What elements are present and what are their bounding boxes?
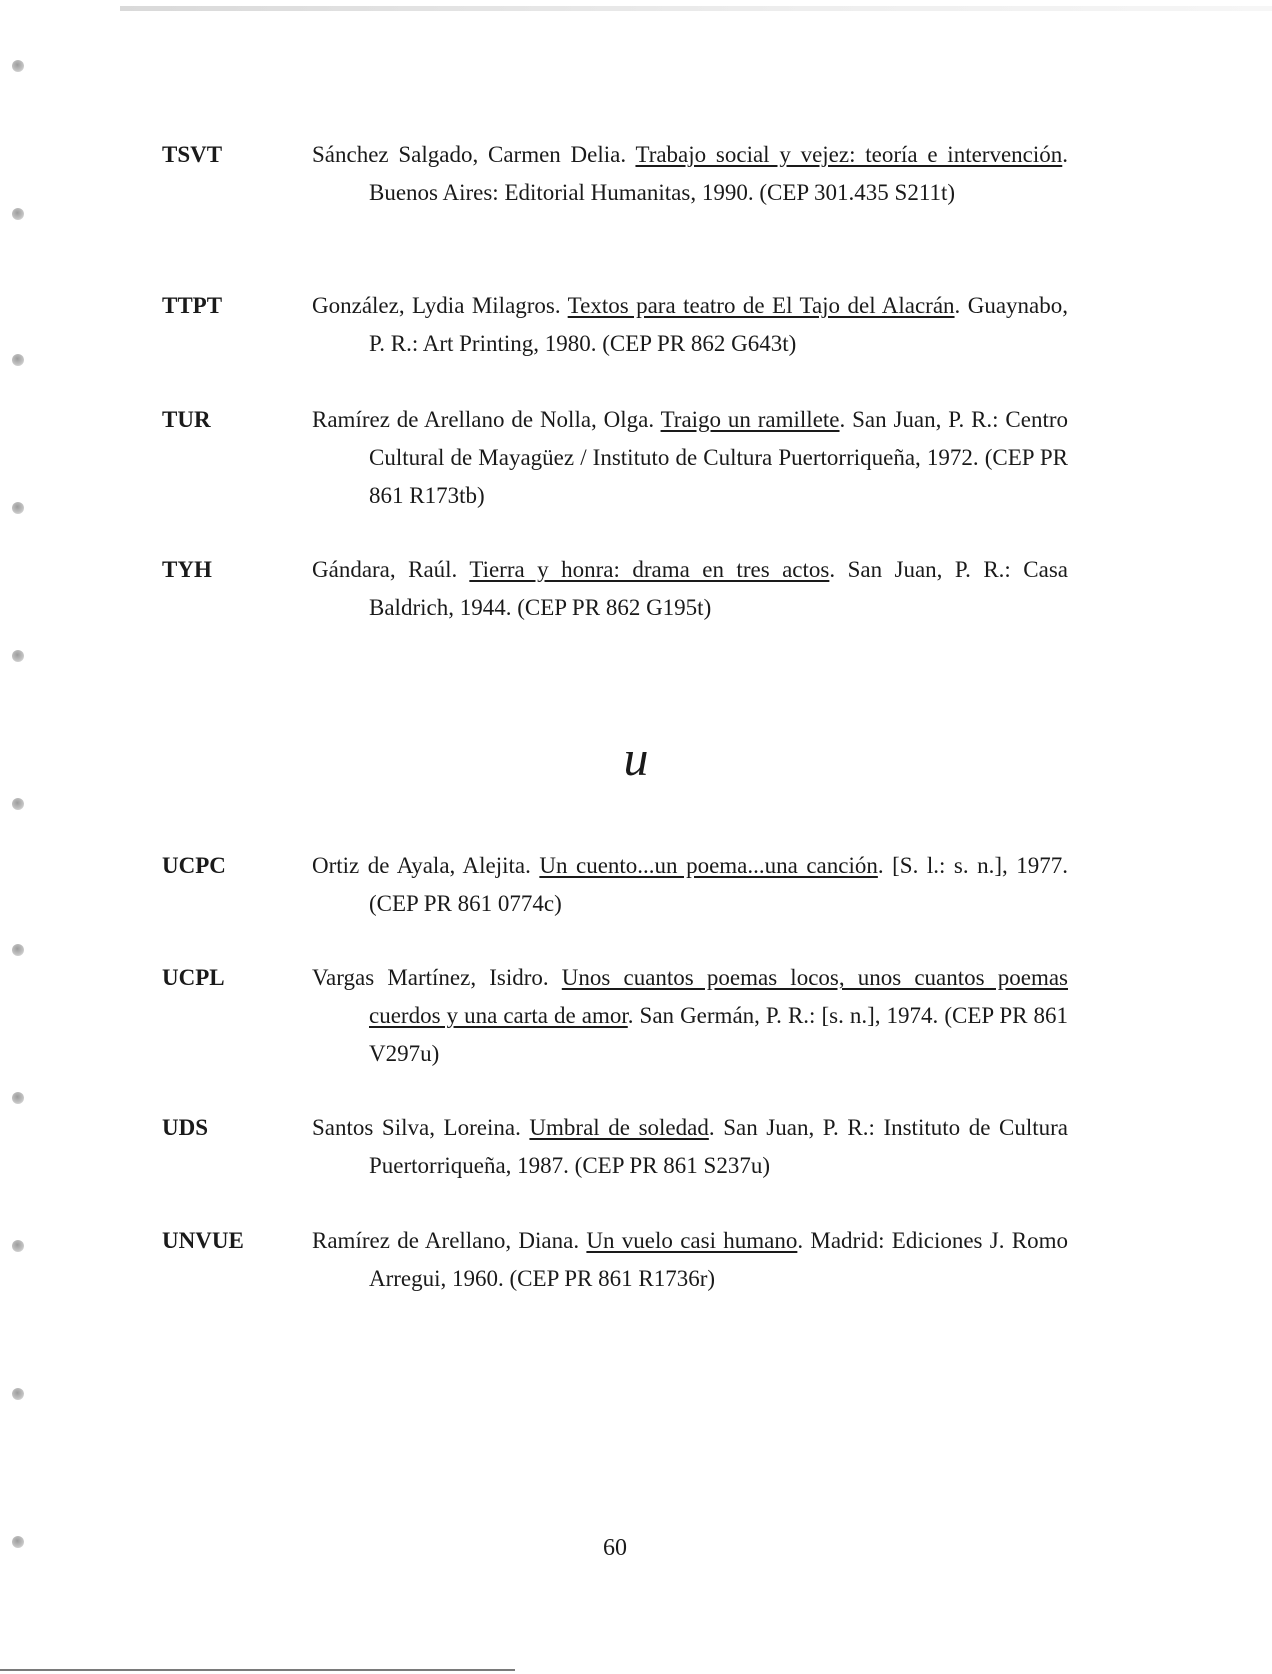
entry-author: Ortiz de Ayala, Alejita. — [312, 853, 531, 878]
entry-author: Sánchez Salgado, Carmen Delia. — [312, 142, 627, 167]
entry-title: Traigo un ramillete — [660, 407, 840, 432]
entry-publication: . San Juan, P. R.: Centro Cultural de Mayagüez / Instituto de Cultura Puertorriqueña, 1972. (CEP PR 861 R173tb) — [369, 407, 1069, 508]
binder-hole-icon — [12, 354, 24, 366]
entry-code: UCPL — [162, 965, 225, 990]
entry-author: Gándara, Raúl. — [312, 557, 458, 582]
entry-title: Tierra y honra: drama en tres actos — [469, 557, 830, 582]
entry-citation — [312, 287, 1068, 363]
entry-publication: . Madrid: Ediciones J. Romo Arregui, 1960. (CEP PR 861 R1736r) — [369, 1228, 1069, 1291]
entry-citation — [312, 401, 1068, 515]
entry-author: Vargas Martínez, Isidro. — [312, 965, 549, 990]
entry-publication: . San Juan, P. R.: Instituto de Cultura Puertorriqueña, 1987. (CEP PR 861 S237u) — [369, 1115, 1068, 1178]
binder-hole-icon — [12, 650, 24, 662]
entry-citation — [312, 847, 1068, 923]
entry-author: Santos Silva, Loreina. — [312, 1115, 521, 1140]
entry-title: Trabajo social y vejez: teoría e intervención — [635, 142, 1063, 167]
binder-hole-icon — [12, 502, 24, 514]
entry-code: TTPT — [162, 293, 223, 318]
page-number: 60 — [603, 1535, 627, 1561]
binder-hole-icon — [12, 1388, 24, 1400]
entry-citation — [312, 1109, 1068, 1185]
top-scan-edge — [120, 6, 1272, 11]
entry-publication: . [S. l.: s. n.], 1977. (CEP PR 861 0774c) — [369, 853, 1069, 916]
entry-title: Unos cuantos poemas locos, unos cuantos poemas cuerdos y una carta de amor — [369, 965, 1069, 1028]
entry-citation — [312, 136, 1068, 212]
entry-title: Un cuento...un poema...una canción — [539, 853, 878, 878]
entry-code: TSVT — [162, 142, 223, 167]
entry-code: TYH — [162, 557, 212, 582]
entry-citation — [312, 1222, 1068, 1298]
entry-code: UNVUE — [162, 1228, 244, 1253]
binder-hole-icon — [12, 60, 24, 72]
entry-title: Textos para teatro de El Tajo del Alacrán — [567, 293, 955, 318]
binder-hole-icon — [12, 798, 24, 810]
entry-author: Ramírez de Arellano de Nolla, Olga. — [312, 407, 655, 432]
entry-title: Un vuelo casi humano — [586, 1228, 798, 1253]
entry-author: González, Lydia Milagros. — [312, 293, 561, 318]
entry-code: UDS — [162, 1115, 209, 1140]
entry-code: TUR — [162, 407, 211, 432]
entry-citation — [312, 551, 1068, 627]
binder-hole-icon — [12, 1240, 24, 1252]
entry-author: Ramírez de Arellano, Diana. — [312, 1228, 580, 1253]
entry-code: UCPC — [162, 853, 226, 878]
bottom-scan-edge — [0, 1669, 515, 1671]
entry-publication: . San Germán, P. R.: [s. n.], 1974. (CEP PR 861 V297u) — [369, 1003, 1068, 1066]
entry-citation — [312, 959, 1068, 1073]
entry-title: Umbral de soledad — [529, 1115, 709, 1140]
section-letter: u — [623, 730, 649, 786]
binder-hole-icon — [12, 944, 24, 956]
entry-publication: . San Juan, P. R.: Casa Baldrich, 1944. (CEP PR 862 G195t) — [369, 557, 1068, 620]
entry-publication: . Guaynabo, P. R.: Art Printing, 1980. (CEP PR 862 G643t) — [369, 293, 1068, 356]
binder-hole-icon — [12, 208, 24, 220]
entry-publication: . Buenos Aires: Editorial Humanitas, 1990. (CEP 301.435 S211t) — [369, 142, 1069, 205]
binder-hole-icon — [12, 1092, 24, 1104]
